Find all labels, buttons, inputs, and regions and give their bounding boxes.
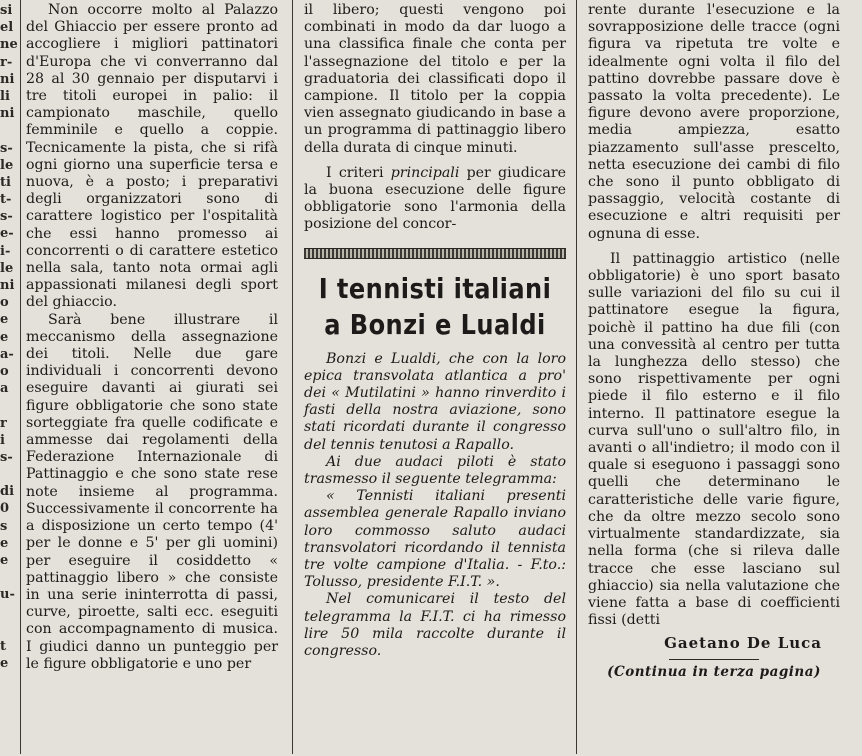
- fragment-line: t: [0, 638, 7, 654]
- author-byline: Gaetano De Luca: [664, 634, 822, 653]
- fragment-line: u-: [0, 587, 15, 603]
- section-separator: [304, 248, 566, 259]
- paragraph-text: I criteri: [326, 164, 391, 181]
- column-rule: [20, 0, 21, 754]
- fragment-line: s: [0, 518, 8, 534]
- headline: [314, 271, 557, 343]
- article-column-1: [26, 2, 278, 673]
- paragraph: Il pattinaggio artistico (nelle obbligatorie) è uno sport basato sulle variazioni del filo su cui il pattinatore esegue la figura, poichè il pattino ha due fili (con una convessità al centro per tutta la lunghezza dello stesso) che sono rispettivamente per ogni piede il filo esterno e il filo interno. Il pattinatore esegue la curva sull'uno o sull'altro filo, in avanti o all'indietro; il modo con il quale si eseguono i passaggi sono quelli che determinano le caratteristiche delle varie figure, che da oltre mezzo secolo sono virtualmente standardizzate, sia nella forma (che si rileva dalle tracce che esse lasciano sul ghiaccio) sia nella valutazione che viene fatta a base di coefficienti fissi (detti: [588, 250, 840, 629]
- fragment-line: di: [0, 484, 15, 500]
- fragment-line: [0, 672, 18, 689]
- article-column-3: [588, 2, 840, 681]
- paragraph: Ai due audaci piloti è stato trasmesso il seguente telegramma:: [304, 453, 566, 488]
- fragment-line: a-: [0, 346, 14, 362]
- fragment-line: ni: [0, 106, 15, 122]
- fragment-line: [0, 690, 18, 707]
- fragment-line: e: [0, 656, 9, 672]
- fragment-line: [0, 397, 18, 414]
- fragment-line: [0, 621, 18, 638]
- headline-line-2: a Bonzi e Lualdi: [324, 307, 546, 341]
- fragment-line: e: [0, 553, 9, 568]
- fragment-line: [0, 569, 18, 586]
- paragraph: « Tennisti italiani presenti assemblea generale Rapallo inviano loro commosso saluto audaci transvolatori ricordando il tennista tre volte campione d'Italia. - F.to.: Tolusso, presidente F.I.T. ».: [304, 488, 566, 591]
- fragment-line: ni: [0, 278, 15, 293]
- fragment-line: ne: [0, 37, 18, 53]
- column-rule: [576, 0, 577, 754]
- fragment-line: li: [0, 88, 10, 104]
- emphasis-text: principali: [390, 164, 460, 181]
- paragraph: Nel comunicarei il testo del telegramma la F.I.T. ci ha rimesso lire 50 mila raccolte durante il congresso.: [304, 591, 566, 660]
- paragraph: rente durante l'esecuzione e la sovrapposizione delle tracce (ogni figura va ripetuta tre volte e idealmente ogni volta il filo del pattino dovrebbe passare dove è passato la volta precedente). Le figure devono avere proporzione, media ampiezza, esatto piazzamento sull'asse prescelto, netta esecuzione dei cambi di filo che sono il punto obbligato di passaggio, velocità costante di esecuzione e altri requisiti per ognuna di esse.: [588, 2, 840, 242]
- article-column-2: [304, 2, 566, 660]
- fragment-line: si: [0, 3, 13, 18]
- fragment-line: e: [0, 329, 9, 345]
- fragment-line: o: [0, 363, 9, 379]
- fragment-line: r-: [0, 54, 13, 70]
- fragment-line: e-: [0, 226, 14, 242]
- fragment-line: [0, 466, 18, 483]
- fragment-line: 0: [0, 501, 10, 517]
- fragment-line: le: [0, 157, 14, 173]
- continued-note: (Continua in terza pagina): [607, 663, 821, 680]
- fragment-line: r: [0, 415, 7, 431]
- fragment-line: ti: [0, 174, 11, 190]
- paragraph: il libero; questi vengono poi combinati in modo da dar luogo a una classifica finale che conta per l'assegnazione del titolo e per la graduatoria dei classificati dopo il campione. Il titolo per la coppia vien assegnato giudicando in base a un programma di pattinaggio libero della durata di cinque minuti.: [304, 2, 566, 156]
- fragment-line: [0, 604, 18, 621]
- fragment-line: a: [0, 381, 9, 397]
- fragment-line: [0, 122, 18, 139]
- column-rule: [292, 0, 293, 754]
- fragment-line: i-: [0, 243, 11, 259]
- fragment-line: e: [0, 535, 9, 551]
- fragment-line: s-: [0, 209, 13, 225]
- fragment-line: i: [0, 432, 5, 448]
- fragment-line: ni: [0, 71, 15, 87]
- fragment-line: el: [0, 20, 14, 36]
- fragment-line: s-: [0, 140, 13, 156]
- fragment-line: le: [0, 260, 14, 276]
- paragraph: Non occorre molto al Palazzo del Ghiaccio per essere pronto ad accogliere i migliori pattinatori d'Europa che vi converranno dal 28 al 30 gennaio per disputarvi i tre titoli europei in palio: il campionato maschile, quello femminile e quello a coppie. Tecnicamente la pista, che si rifà ogni giorno una superficie tersa e nuova, è a posto; i preparativi degli organizzatori sono di carattere logistico per l'ospitalità che essi hanno promesso ai concorrenti o di carattere estetico nella sala, tanto nota ormai agli appassionati milanesi degli sport del ghiaccio.: [26, 2, 278, 311]
- left-column-fragment: [0, 0, 18, 756]
- fragment-line: e: [0, 312, 9, 328]
- paragraph: Bonzi e Lualdi, che con la loro epica transvolata atlantica a pro' dei « Mutilatini » hanno rinverdito i fasti della nostra aviazione, sono stati ricordati durante il congresso del tennis tenutosi a Rapallo.: [304, 350, 566, 453]
- fragment-line: t-: [0, 192, 12, 208]
- paragraph: [304, 165, 566, 234]
- tennis-article: [304, 351, 566, 661]
- paragraph: Sarà bene illustrare il meccanismo della assegnazione dei titoli. Nelle due gare individuali i concorrenti devono eseguire davanti ai giurati sei figure obbligatorie che sono state sorteggiate fra quelle codificate e ammesse dai regolamenti della Federazione Internazionale di Pattinaggio e che sono state rese note insieme al programma. Successivamente il concorrente ha a disposizione un certo tempo (4' per le donne e 5' per gli uomini) per eseguire il cosiddetto « pattinaggio libero » che consiste in una serie ininterrotta di passi, curve, piroette, salti ecc. eseguiti con accompagnamento di musica. I giudici danno un punteggio per le figure obbligatorie e uno per: [26, 311, 278, 672]
- divider: [669, 659, 759, 660]
- headline-line-1: I tennisti italiani: [318, 271, 552, 305]
- fragment-line: s-: [0, 449, 13, 465]
- fragment-line: o: [0, 295, 9, 311]
- paragraph-text: per giudicare la buona esecuzione delle figure obbligatorie sono l'armonia della posizione del concor-: [304, 164, 566, 233]
